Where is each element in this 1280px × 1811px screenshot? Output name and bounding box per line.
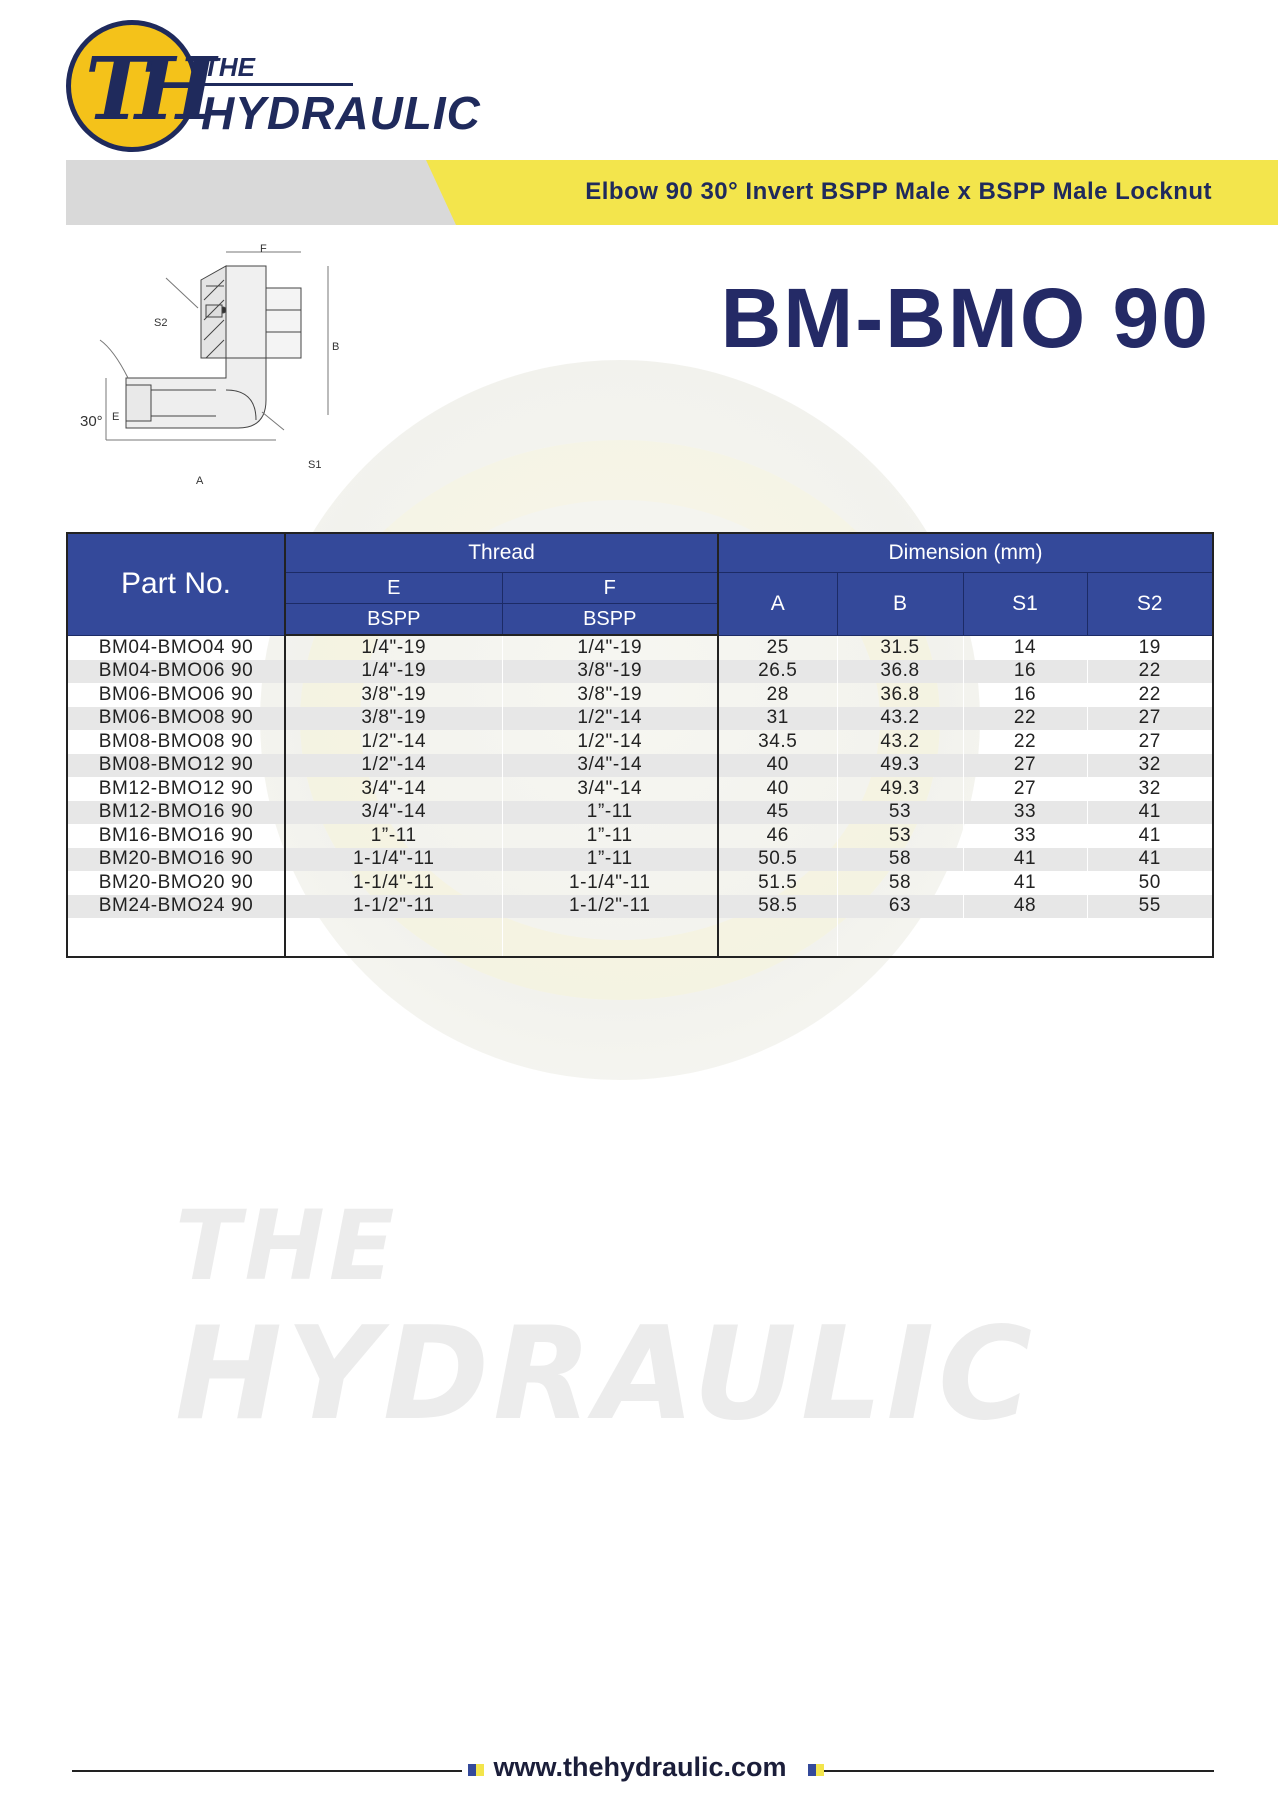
table-row — [67, 754, 1213, 778]
fitting-drawing-svg — [66, 240, 376, 490]
watermark-the: THE — [175, 1190, 399, 1302]
drawing-label-s1: S1 — [308, 459, 322, 471]
cell-dim-s1: 33 — [963, 801, 1087, 825]
cell-thread-f: 1”-11 — [502, 848, 718, 872]
cell-dim-s2: 27 — [1087, 707, 1213, 731]
cell-part-no: BM24-BMO24 90 — [67, 895, 285, 919]
title-banner — [66, 160, 1278, 225]
drawing-label-b: B — [332, 341, 340, 353]
technical-drawing — [66, 240, 376, 490]
cell-dim-a: 40 — [718, 777, 837, 801]
empty-cell — [502, 918, 718, 957]
cell-thread-e: 1/2"-14 — [285, 730, 502, 754]
cell-dim-s2: 27 — [1138, 730, 1161, 752]
cell-dim-s1: 22 — [963, 707, 1087, 731]
cell-thread-f: 1/4"-19 — [502, 635, 718, 660]
logo-monogram: TH — [85, 39, 203, 140]
cell-dim-s2: 41 — [1087, 848, 1213, 872]
cell-thread-e: 3/8"-19 — [285, 707, 502, 731]
cell-dim-s2: 19 — [1138, 636, 1161, 658]
cell-thread-e: 1-1/2"-11 — [285, 895, 502, 919]
cell-dim-a: 58.5 — [718, 895, 837, 919]
empty-cell — [963, 918, 1087, 957]
drawing-label-s2: S2 — [154, 317, 168, 329]
cell-dim-a: 50.5 — [718, 848, 837, 872]
header-f-standard: BSPP — [502, 604, 718, 636]
header-e-standard: BSPP — [285, 604, 502, 636]
header-dimension: Dimension (mm) — [718, 533, 1213, 573]
cell-dim-s1: 27 — [963, 777, 1087, 801]
cell-dim-a: 51.5 — [718, 871, 837, 895]
cell-dim-a: 46 — [718, 824, 837, 848]
cell-part-no: BM08-BMO08 90 — [67, 730, 285, 754]
spec-table — [66, 532, 1214, 958]
cell-dim-s1: 33 — [963, 824, 1087, 848]
header-thread: Thread — [285, 533, 718, 573]
cell-part-no: BM12-BMO12 90 — [67, 777, 285, 801]
footer-rule-left — [72, 1770, 462, 1772]
cell-thread-f: 1/2"-14 — [502, 730, 718, 754]
watermark-hydraulic: HYDRAULIC — [175, 1300, 1036, 1449]
cell-thread-e: 1-1/4"-11 — [285, 871, 502, 895]
table-bottom-padding — [67, 918, 1213, 957]
cell-part-no: BM06-BMO06 90 — [67, 683, 285, 707]
cell-thread-e: 3/4"-14 — [285, 777, 502, 801]
cell-thread-e: 1”-11 — [285, 824, 502, 848]
header-e: E — [285, 573, 502, 604]
table-row — [67, 635, 1213, 660]
table-row — [67, 871, 1213, 895]
drawing-label-f: F — [260, 243, 267, 255]
cell-dim-a: 45 — [718, 801, 837, 825]
header-s1: S1 — [963, 573, 1087, 636]
footer-rule-right — [824, 1770, 1214, 1772]
cell-dim-s2: 55 — [1087, 895, 1213, 919]
drawing-label-angle: 30° — [80, 413, 103, 430]
header-f: F — [502, 573, 718, 604]
table-row — [67, 777, 1213, 801]
table-row — [67, 730, 1213, 754]
header-part-no: Part No. — [67, 533, 285, 635]
footer-square-right-yellow — [816, 1764, 824, 1776]
cell-part-no: BM20-BMO16 90 — [67, 848, 285, 872]
empty-cell — [1087, 918, 1213, 957]
cell-dim-s2: 32 — [1087, 754, 1213, 778]
cell-part-no: BM08-BMO12 90 — [67, 754, 285, 778]
cell-dim-a: 40 — [718, 754, 837, 778]
cell-thread-f: 1-1/2"-11 — [502, 895, 718, 919]
cell-dim-b: 58 — [837, 848, 963, 872]
drawing-label-e: E — [112, 411, 120, 423]
cell-thread-f: 1-1/4"-11 — [502, 871, 718, 895]
cell-thread-f: 3/4"-14 — [502, 754, 718, 778]
cell-dim-a: 28 — [718, 683, 837, 707]
cell-thread-e: 1/2"-14 — [285, 754, 502, 778]
cell-dim-s1: 41 — [963, 848, 1087, 872]
logo-the-text: THE — [203, 52, 255, 82]
cell-thread-e: 3/8"-19 — [285, 683, 502, 707]
table-row — [67, 660, 1213, 684]
drawing-label-a: A — [196, 475, 204, 487]
table-row — [67, 848, 1213, 872]
cell-dim-a: 25 — [718, 635, 837, 660]
table-row — [67, 707, 1213, 731]
cell-thread-f: 1”-11 — [502, 824, 718, 848]
cell-dim-s2: 41 — [1138, 824, 1161, 846]
cell-dim-b: 53 — [837, 801, 963, 825]
header-a: A — [718, 573, 837, 636]
cell-dim-b: 43.2 — [837, 730, 963, 754]
table-row — [67, 801, 1213, 825]
banner-gray-band — [66, 160, 456, 225]
cell-dim-s2: 32 — [1138, 777, 1161, 799]
cell-part-no: BM04-BMO04 90 — [67, 635, 285, 660]
logo-hydraulic-text: HYDRAULIC — [201, 87, 481, 139]
header-s2: S2 — [1087, 573, 1213, 636]
cell-dim-b: 53 — [837, 824, 963, 848]
cell-part-no: BM04-BMO06 90 — [67, 660, 285, 684]
cell-thread-e: 1-1/4"-11 — [285, 848, 502, 872]
cell-dim-a: 26.5 — [718, 660, 837, 684]
empty-cell — [67, 918, 285, 957]
cell-thread-f: 1”-11 — [502, 801, 718, 825]
cell-dim-s1: 16 — [963, 660, 1087, 684]
cell-dim-s2: 50 — [1138, 871, 1161, 893]
cell-dim-a: 31 — [718, 707, 837, 731]
banner-title: Elbow 90 30° Invert BSPP Male x BSPP Male Locknut — [585, 178, 1212, 205]
cell-dim-a: 34.5 — [718, 730, 837, 754]
footer-website: www.thehydraulic.com — [493, 1752, 787, 1782]
cell-thread-f: 1/2"-14 — [502, 707, 718, 731]
product-code: BM-BMO 90 — [720, 271, 1210, 365]
cell-part-no: BM20-BMO20 90 — [67, 871, 285, 895]
cell-dim-s1: 48 — [963, 895, 1087, 919]
empty-cell — [718, 918, 837, 957]
cell-dim-s1: 14 — [963, 635, 1087, 660]
cell-thread-f: 3/8"-19 — [502, 660, 718, 684]
cell-dim-b: 49.3 — [837, 754, 963, 778]
cell-dim-s1: 41 — [963, 871, 1087, 895]
cell-dim-b: 31.5 — [837, 635, 963, 660]
cell-thread-e: 1/4"-19 — [285, 635, 502, 660]
cell-dim-s1: 27 — [963, 754, 1087, 778]
table-row — [67, 683, 1213, 707]
cell-dim-s1: 16 — [963, 683, 1087, 707]
cell-dim-s2: 22 — [1087, 660, 1213, 684]
cell-dim-s1: 22 — [963, 730, 1087, 754]
cell-thread-e: 3/4"-14 — [285, 801, 502, 825]
footer-square-right-blue — [808, 1764, 816, 1776]
cell-thread-f: 3/4"-14 — [502, 777, 718, 801]
cell-dim-b: 58 — [837, 871, 963, 895]
cell-dim-b: 49.3 — [837, 777, 963, 801]
table-row — [67, 895, 1213, 919]
logo-emblem — [66, 20, 203, 152]
cell-dim-s2: 22 — [1138, 683, 1161, 705]
cell-dim-b: 43.2 — [837, 707, 963, 731]
cell-part-no: BM06-BMO08 90 — [67, 707, 285, 731]
table-row — [67, 824, 1213, 848]
empty-cell — [285, 918, 502, 957]
cell-dim-s2: 41 — [1087, 801, 1213, 825]
cell-part-no: BM12-BMO16 90 — [67, 801, 285, 825]
cell-part-no: BM16-BMO16 90 — [67, 824, 285, 848]
cell-thread-f: 3/8"-19 — [502, 683, 718, 707]
empty-cell — [837, 918, 963, 957]
cell-dim-b: 63 — [837, 895, 963, 919]
cell-dim-b: 36.8 — [837, 683, 963, 707]
header-b: B — [837, 573, 963, 636]
cell-thread-e: 1/4"-19 — [285, 660, 502, 684]
cell-dim-b: 36.8 — [837, 660, 963, 684]
brand-logo — [66, 20, 486, 155]
